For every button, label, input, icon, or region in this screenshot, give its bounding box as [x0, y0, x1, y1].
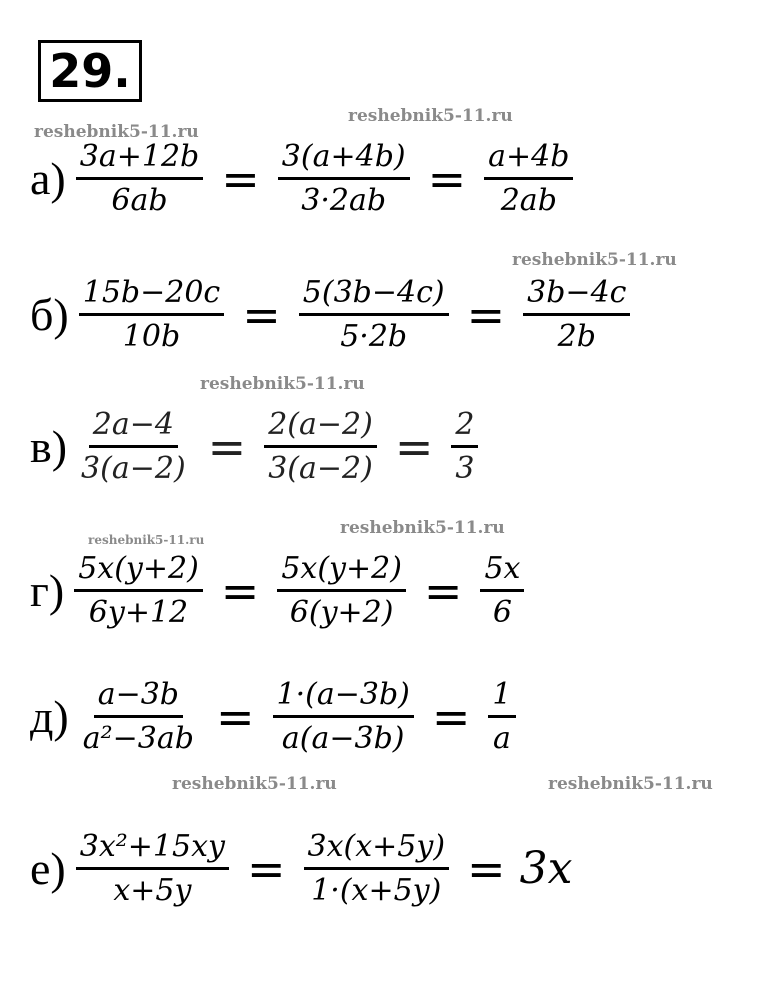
fraction — [79, 276, 225, 353]
equals-sign: = — [207, 419, 247, 474]
denominator: 6y+12 — [88, 595, 189, 630]
fraction — [480, 552, 524, 629]
equals-sign: = — [467, 841, 506, 896]
watermark: reshebnik5-11.ru — [172, 774, 337, 794]
numerator: 3x²+15xy — [76, 830, 229, 870]
numerator: 1 — [488, 678, 515, 718]
fraction — [278, 140, 410, 217]
equals-sign: = — [427, 151, 467, 206]
item-label: б) — [30, 288, 69, 340]
equation-row-e — [30, 830, 572, 907]
watermark: reshebnik5-11.ru — [200, 374, 365, 394]
equals-sign: = — [221, 151, 260, 206]
equals-sign: = — [220, 563, 260, 618]
denominator: 6 — [492, 595, 513, 630]
numerator: 5x — [480, 552, 524, 592]
fraction — [304, 830, 450, 907]
equation-row-b — [30, 276, 634, 353]
equals-sign: = — [423, 563, 463, 618]
fraction — [74, 552, 203, 629]
denominator: 3(a−2) — [81, 451, 186, 486]
fraction — [76, 830, 229, 907]
numerator: 2 — [451, 408, 478, 448]
fraction — [79, 678, 198, 755]
denominator: 10b — [122, 319, 181, 354]
equation-row-a — [30, 140, 577, 217]
fraction — [76, 140, 204, 217]
numerator: 1·(a−3b) — [273, 678, 414, 718]
denominator: 3 — [455, 451, 475, 486]
numerator: 5x(y+2) — [74, 552, 203, 592]
fraction — [484, 140, 573, 217]
denominator: 6ab — [111, 183, 168, 218]
result: 3x — [519, 843, 573, 894]
numerator: 3b−4c — [523, 276, 630, 316]
fraction — [264, 408, 377, 485]
numerator: 2a−4 — [89, 408, 178, 448]
watermark: reshebnik5-11.ru — [34, 122, 199, 142]
watermark: reshebnik5-11.ru — [348, 106, 513, 126]
denominator: a — [493, 721, 511, 756]
equation-row-g — [30, 552, 528, 629]
watermark: reshebnik5-11.ru — [548, 774, 713, 794]
fraction — [451, 408, 478, 485]
equals-sign: = — [242, 287, 281, 342]
item-label: а) — [30, 152, 66, 204]
numerator: 15b−20c — [79, 276, 225, 316]
fraction — [488, 678, 515, 755]
denominator: 1·(x+5y) — [311, 873, 442, 908]
denominator: 2b — [557, 319, 596, 354]
denominator: 5·2b — [340, 319, 408, 354]
denominator: a²−3ab — [82, 721, 194, 756]
denominator: 3·2ab — [301, 183, 387, 218]
watermark: reshebnik5-11.ru — [88, 533, 205, 547]
numerator: 5(3b−4c) — [299, 276, 449, 316]
problem-number: 29. — [38, 40, 142, 102]
item-label: г) — [30, 564, 65, 616]
equals-sign: = — [246, 841, 286, 896]
denominator: 3(a−2) — [268, 451, 373, 486]
numerator: a−3b — [94, 678, 183, 718]
fraction — [299, 276, 449, 353]
denominator: a(a−3b) — [281, 721, 405, 756]
equation-row-d — [30, 678, 520, 755]
denominator: 6(y+2) — [289, 595, 394, 630]
fraction — [273, 678, 414, 755]
denominator: 2ab — [500, 183, 557, 218]
equals-sign: = — [431, 689, 471, 744]
fraction — [277, 552, 406, 629]
numerator: a+4b — [484, 140, 573, 180]
watermark: reshebnik5-11.ru — [340, 518, 505, 538]
equals-sign: = — [466, 287, 506, 342]
item-label: е) — [30, 842, 66, 894]
fraction — [77, 408, 190, 485]
equals-sign: = — [394, 419, 434, 474]
equals-sign: = — [215, 689, 255, 744]
equation-row-v — [30, 408, 482, 485]
numerator: 3x(x+5y) — [304, 830, 450, 870]
numerator: 3a+12b — [76, 140, 204, 180]
fraction — [523, 276, 630, 353]
numerator: 5x(y+2) — [277, 552, 406, 592]
numerator: 3(a+4b) — [278, 140, 410, 180]
item-label: в) — [30, 420, 68, 472]
watermark: reshebnik5-11.ru — [512, 250, 677, 270]
numerator: 2(a−2) — [264, 408, 377, 448]
denominator: x+5y — [113, 873, 192, 908]
item-label: д) — [30, 690, 69, 742]
